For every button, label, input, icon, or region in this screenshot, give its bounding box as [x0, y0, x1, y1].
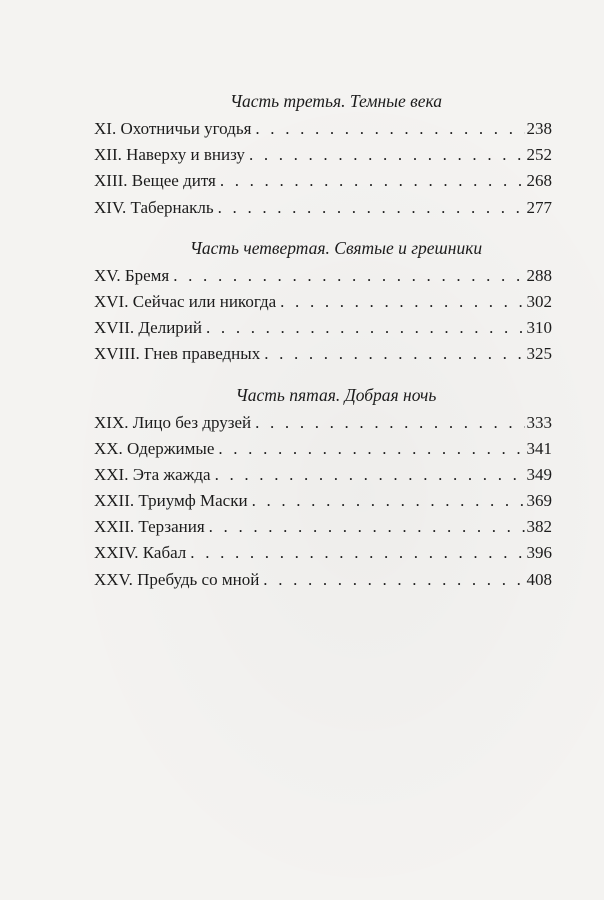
toc-entry[interactable] [94, 436, 552, 462]
entry-page-number: 302 [526, 291, 552, 311]
entry-title: XVIII. Гнев праведных [94, 344, 261, 364]
entry-page-number: 396 [526, 543, 552, 563]
entry-page-number: 349 [526, 464, 552, 484]
dot-leader [280, 289, 524, 315]
dot-leader [264, 341, 524, 367]
dot-leader [206, 315, 524, 341]
entry-title: XIV. Табернакль [94, 197, 214, 217]
entry-title: XXIV. Кабал [94, 543, 187, 563]
toc-entry[interactable] [94, 263, 552, 289]
toc-entry[interactable] [94, 540, 552, 566]
entry-title: XII. Наверху и внизу [94, 145, 245, 165]
dot-leader [263, 567, 524, 593]
dot-leader [249, 142, 525, 168]
entry-page-number: 288 [526, 265, 552, 285]
dot-leader [209, 514, 525, 540]
entry-title: XV. Бремя [94, 265, 170, 285]
toc-entry[interactable] [94, 315, 552, 341]
dot-leader [252, 488, 525, 514]
entry-title: XXV. Пребудь со мной [94, 569, 260, 589]
toc-entry[interactable] [94, 195, 552, 221]
entry-page-number: 277 [526, 197, 552, 217]
toc-entry[interactable] [94, 289, 552, 315]
entry-page-number: 252 [526, 145, 552, 165]
toc-entry[interactable] [94, 567, 552, 593]
toc-entry[interactable] [94, 488, 552, 514]
part-heading: Часть пятая. Добрая ночь [235, 384, 437, 405]
entry-title: XI. Охотничьи угодья [94, 119, 252, 138]
entry-page-number: 333 [526, 412, 552, 432]
entry-page-number: 325 [526, 344, 552, 364]
part-heading: Часть четвертая. Святые и грешники [189, 237, 483, 258]
toc-entry[interactable] [94, 341, 552, 367]
entry-title: XVI. Сейчас или никогда [94, 291, 277, 311]
dot-leader [218, 436, 524, 462]
entry-title: XXII. Терзания [94, 517, 205, 537]
entry-title: XX. Одержимые [94, 438, 215, 458]
entry-title: XIII. Вещее дитя [94, 171, 216, 191]
dot-leader [218, 195, 525, 221]
entry-page-number: 341 [526, 438, 552, 458]
toc-entry[interactable] [94, 116, 552, 142]
dot-leader [190, 540, 524, 566]
entry-page-number: 268 [526, 171, 552, 191]
entry-title: XVII. Делирий [94, 318, 203, 338]
toc-entry[interactable] [94, 514, 552, 540]
dot-leader [255, 116, 524, 142]
entry-page-number: 382 [526, 517, 552, 537]
entry-page-number: 238 [526, 119, 552, 138]
entry-page-number: 310 [526, 318, 552, 338]
entry-title: XXII. Триумф Маски [94, 491, 248, 511]
dot-leader [215, 462, 525, 488]
entry-page-number: 369 [526, 491, 552, 511]
dot-leader [173, 263, 524, 289]
entry-page-number: 408 [526, 569, 552, 589]
toc-entry[interactable] [94, 410, 552, 436]
toc-entry[interactable] [94, 168, 552, 194]
toc-entry[interactable] [94, 142, 552, 168]
toc-entry[interactable] [94, 462, 552, 488]
dot-leader [255, 410, 524, 436]
entry-title: XXI. Эта жажда [94, 464, 211, 484]
entry-title: XIX. Лицо без друзей [94, 412, 252, 432]
part-heading: Часть третья. Темные века [229, 91, 443, 111]
table-of-contents [94, 88, 552, 593]
dot-leader [220, 168, 525, 194]
